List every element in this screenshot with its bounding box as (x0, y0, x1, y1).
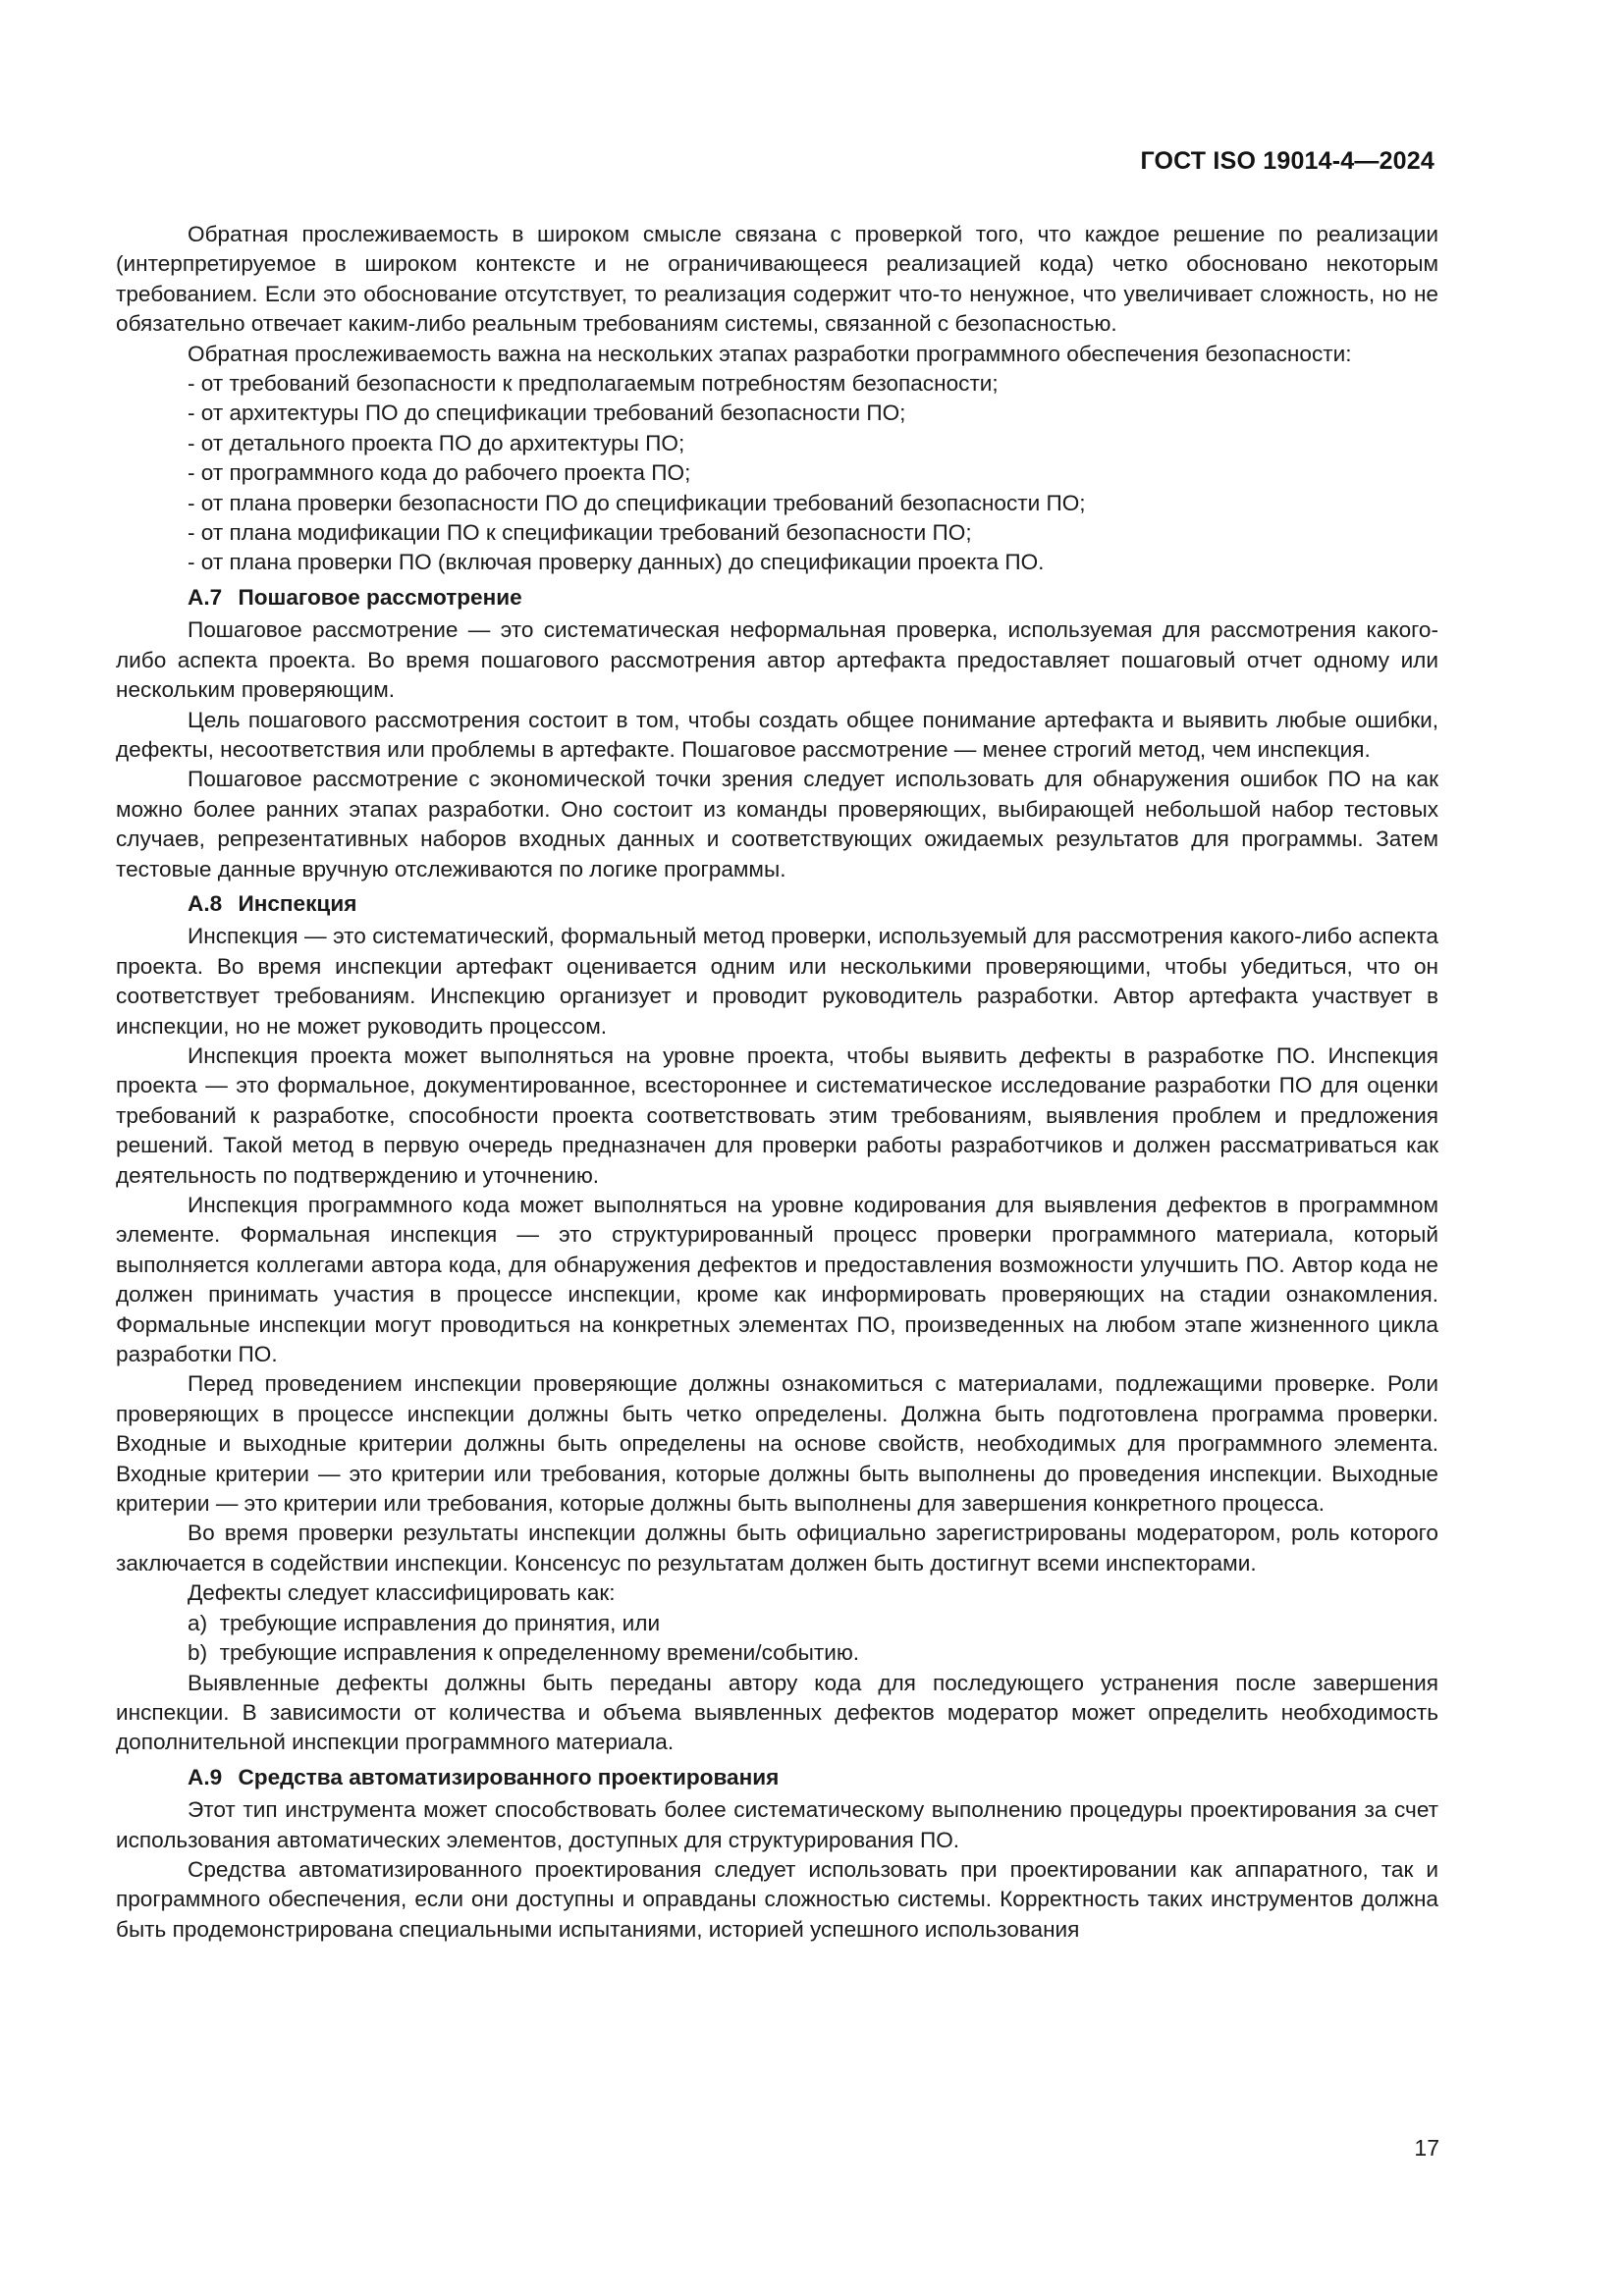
section-heading-a7 (116, 583, 1438, 613)
section-title: Средства автоматизированного проектирования (238, 1764, 780, 1789)
paragraph: Инспекция программного кода может выполняться на уровне кодирования для выявления дефектов в программном элементе. Формальная инспекция — это структурированный процесс проверки программного материала, который выполняется коллегами автора кода, для обнаружения дефектов и предоставления возможности улучшить ПО. Автор кода не должен принимать участия в процессе инспекции, кроме как информировать проверяющих на стадии ознакомления. Формальные инспекции могут проводиться на конкретных элементах ПО, произведенных на любом этапе жизненного цикла разработки ПО. (116, 1193, 1438, 1367)
paragraph: Обратная прослеживаемость в широком смысле связана с проверкой того, что каждое решение по реализации (интерпретируемое в широком контексте и не ограничивающееся реализацией кода) четко обосновано некоторым требованием. Если это обоснование отсутствует, то реализация содержит что-то ненужное, что увеличивает сложность, но не обязательно отвечает каким-либо реальным требованиям системы, связанной с безопасностью. (116, 222, 1438, 337)
paragraph: Выявленные дефекты должны быть переданы автору кода для последующего устранения после завершения инспекции. В зависимости от количества и объема выявленных дефектов модератор может определить необходимость дополнительной инспекции программного материала. (116, 1670, 1438, 1755)
list-item: - от плана модификации ПО к спецификации требований безопасности ПО; (188, 520, 972, 546)
paragraph: Инспекция — это систематический, формальный метод проверки, используемый для рассмотрения какого-либо аспекта проекта. Во время инспекции артефакт оценивается одним или несколькими проверяющими, чтобы убедиться, что он соответствует требованиям. Инспекцию организует и проводит руководитель разработки. Автор артефакта участвует в инспекции, но не может руководить процессом. (116, 924, 1438, 1039)
paragraph: Во время проверки результаты инспекции должны быть официально зарегистрированы модератором, роль которого заключается в содействии инспекции. Консенсус по результатам должен быть достигнут всеми инспекторами. (116, 1521, 1438, 1575)
page-number: 17 (1414, 2135, 1439, 2161)
bullet-list (116, 369, 1438, 578)
list-item: - от детального проекта ПО до архитектуры ПО; (188, 430, 685, 455)
section-number: А.7 (188, 584, 223, 610)
enumerated-list (116, 1609, 1438, 1669)
paragraph: Инспекция проекта может выполняться на уровне проекта, чтобы выявить дефекты в разработке ПО. Инспекция проекта — это формальное, документированное, всестороннее и систематическое исследование разработки ПО для оценки требований к разработке, способности проекта соответствовать этим требованиям, выявления проблем и предложения решений. Такой метод в первую очередь предназначен для проверки работы разработчиков и должен рассматриваться как деятельность по подтверждению и уточнению. (116, 1042, 1438, 1188)
section-title: Инспекция (238, 890, 357, 916)
list-item: - от плана проверки ПО (включая проверку данных) до спецификации проекта ПО. (188, 550, 1045, 575)
list-item: b) требующие исправления к определенному времени/событию. (188, 1640, 860, 1666)
list-item: - от плана проверки безопасности ПО до спецификации требований безопасности ПО; (188, 490, 1086, 515)
paragraph: Дефекты следует классифицировать как: (188, 1580, 616, 1606)
section-title: Пошаговое рассмотрение (238, 584, 522, 610)
list-item: - от программного кода до рабочего проекта ПО; (188, 460, 691, 486)
list-item: - от архитектуры ПО до спецификации требований безопасности ПО; (188, 400, 906, 426)
paragraph: Этот тип инструмента может способствовать более систематическому выполнению процедуры проектирования за счет использования автоматических элементов, доступных для структурирования ПО. (116, 1797, 1438, 1852)
paragraph: Цель пошагового рассмотрения состоит в том, чтобы создать общее понимание артефакта и выявить любые ошибки, дефекты, несоответствия или проблемы в артефакте. Пошаговое рассмотрение — менее строгий метод, чем инспекция. (116, 707, 1438, 762)
section-number: А.8 (188, 890, 223, 916)
section-heading-a8 (116, 889, 1438, 919)
paragraph: Обратная прослеживаемость важна на нескольких этапах разработки программного обеспечения безопасности: (188, 341, 1352, 366)
section-number: А.9 (188, 1764, 223, 1789)
list-item: - от требований безопасности к предполагаемым потребностям безопасности; (188, 371, 999, 397)
paragraph: Пошаговое рассмотрение — это систематическая неформальная проверка, используемая для рассмотрения какого-либо аспекта проекта. Во время пошагового рассмотрения автор артефакта предоставляет пошаговый отчет одному или нескольким проверяющим. (116, 617, 1438, 703)
list-item: a) требующие исправления до принятия, или (188, 1610, 661, 1635)
document-body (116, 220, 1438, 1945)
paragraph: Средства автоматизированного проектирования следует использовать при проектировании как аппаратного, так и программного обеспечения, если они доступны и оправданы сложностью системы. Корректность таких инструментов должна быть продемонстрирована специальными испытаниями, историей успешного использования (116, 1856, 1438, 1942)
paragraph: Пошаговое рассмотрение с экономической точки зрения следует использовать для обнаружения ошибок ПО на как можно более ранних этапах разработки. Оно состоит из команды проверяющих, выбирающей небольшой набор тестовых случаев, репрезентативных наборов входных данных и соответствующих ожидаемых результатов для программы. Затем тестовые данные вручную отслеживаются по логике программы. (116, 767, 1438, 881)
paragraph: Перед проведением инспекции проверяющие должны ознакомиться с материалами, подлежащими проверке. Роли проверяющих в процессе инспекции должны быть четко определены. Должна быть подготовлена программа проверки. Входные и выходные критерии должны быть определены на основе свойств, необходимых для программного элемента. Входные критерии — это критерии или требования, которые должны быть выполнены до проведения инспекции. Выходные критерии — это критерии или требования, которые должны быть выполнены для завершения конкретного процесса. (116, 1371, 1438, 1517)
document-header: ГОСТ ISO 19014-4—2024 (1140, 147, 1435, 175)
section-heading-a9 (116, 1763, 1438, 1792)
